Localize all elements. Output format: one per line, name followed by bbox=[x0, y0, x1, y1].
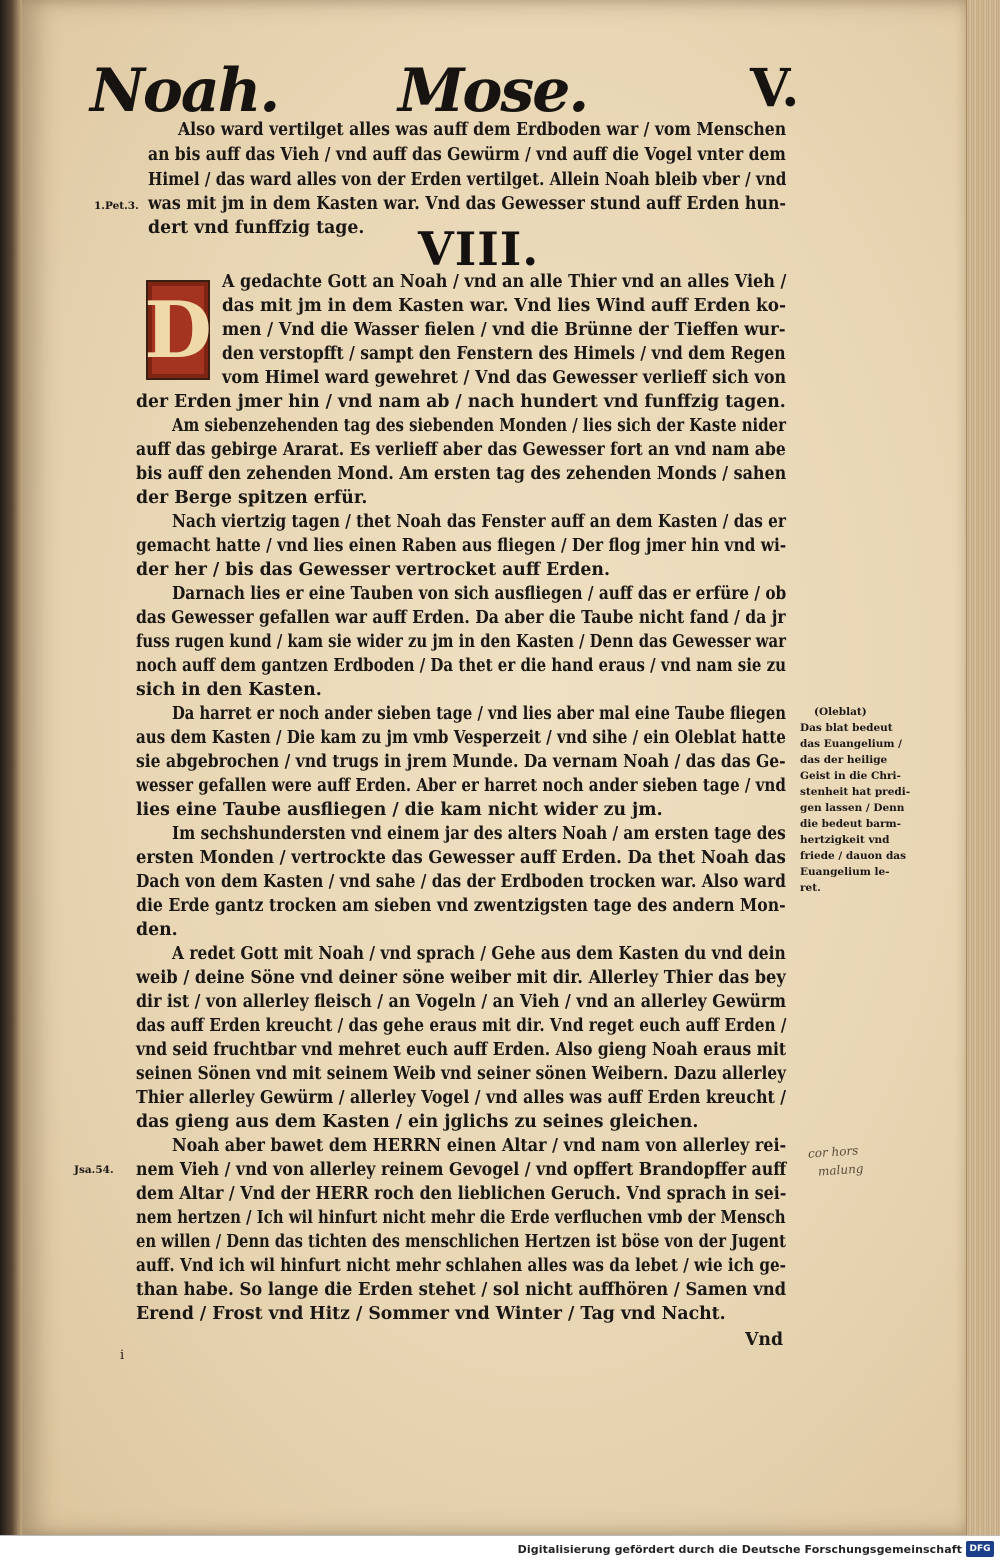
dfg-logo: DFG bbox=[966, 1541, 994, 1557]
margin-note-line: (Oleblat) bbox=[814, 706, 867, 718]
text-line: Da harret er noch ander sieben tage / vnd lies aber mal eine Taube fliegen bbox=[172, 704, 787, 724]
text-line: sie abgebrochen / vnd trugs in jrem Munde. Da vernam Noah / das das Ge- bbox=[136, 752, 786, 772]
text-line: der Berge spitzen erfür. bbox=[136, 488, 368, 508]
text-line: seinen Sönen vnd mit seinem Weib vnd seiner sönen Weibern. Dazu allerley bbox=[136, 1064, 786, 1084]
text-line: sich in den Kasten. bbox=[136, 680, 322, 700]
header-center: Mose. bbox=[398, 56, 588, 126]
text-line: nem hertzen / Ich wil hinfurt nicht mehr die Erde verfluchen vmb der Mensch bbox=[136, 1208, 786, 1228]
text-line: weib / deine Söne vnd deiner söne weiber mit dir. Allerley Thier das bey bbox=[136, 968, 786, 988]
margin-note-line: hertzigkeit vnd bbox=[800, 834, 890, 846]
handwritten-line: cor hors bbox=[807, 1143, 859, 1161]
text-line: vom Himel ward gewehret / Vnd das Gewesser verlieff sich von bbox=[222, 368, 787, 388]
text-line: A gedachte Gott an Noah / vnd an alle Thier vnd an alles Vieh / bbox=[222, 272, 787, 292]
text-line: Im sechshundersten vnd einem jar des alters Noah / am ersten tage des bbox=[172, 824, 786, 844]
text-line: men / Vnd die Wasser fielen / vnd die Brünne der Tieffen wur- bbox=[222, 320, 786, 340]
text-line: das mit jm in dem Kasten war. Vnd lies Wind auff Erden ko- bbox=[222, 296, 786, 316]
text-line: wesser gefallen were auff Erden. Aber er harret noch ander sieben tage / vnd bbox=[136, 776, 786, 796]
text-line: Darnach lies er eine Tauben von sich ausfliegen / auff das er erfüre / ob bbox=[172, 584, 787, 604]
text-line: das auff Erden kreucht / das gehe eraus mit dir. Vnd reget euch auff Erden / bbox=[136, 1016, 787, 1036]
text-line: Nach viertzig tagen / thet Noah das Fenster auff an dem Kasten / das er bbox=[172, 512, 786, 532]
margin-note-line: das der heilige bbox=[800, 754, 888, 766]
text-line: an bis auff das Vieh / vnd auff das Gewürm / vnd auff die Vogel vnter dem bbox=[148, 145, 786, 165]
text-line: die Erde gantz trocken am sieben vnd zwentzigsten tage des andern Mon- bbox=[136, 896, 786, 916]
text-line: was mit jm in dem Kasten war. Vnd das Gewesser stund auff Erden hun- bbox=[148, 194, 786, 214]
text-line: Himel / das ward alles von der Erden vertilget. Allein Noah bleib vber / vnd bbox=[148, 170, 787, 190]
margin-reference: Jsa.54. bbox=[74, 1164, 114, 1176]
text-line: nem Vieh / vnd von allerley reinem Gevogel / vnd opffert Brandopffer auff bbox=[136, 1160, 787, 1180]
text-line: dert vnd funffzig tage. bbox=[148, 218, 365, 238]
text-line: bis auff den zehenden Mond. Am ersten tag des zehenden Monds / sahen bbox=[136, 464, 787, 484]
text-line: auff das gebirge Ararat. Es verlieff aber das Gewesser fort an vnd nam abe bbox=[136, 440, 786, 460]
text-line: dem Altar / Vnd der HERR roch den lieblichen Geruch. Vnd sprach in sei- bbox=[136, 1184, 787, 1204]
text-line: der Erden jmer hin / vnd nam ab / nach hundert vnd funffzig tagen. bbox=[136, 392, 786, 412]
text-line: aus dem Kasten / Die kam zu jm vmb Vesperzeit / vnd sihe / ein Oleblat hatte bbox=[136, 728, 786, 748]
text-line: Noah aber bawet dem HERRN einen Altar / vnd nam von allerley rei- bbox=[172, 1136, 787, 1156]
text-line: dir ist / von allerley fleisch / an Vogeln / an Vieh / vnd an allerley Gewürm bbox=[136, 992, 787, 1012]
header-left: Noah. bbox=[90, 56, 279, 126]
margin-note-line: das Euangelium / bbox=[800, 738, 903, 750]
margin-note-line: Geist in die Chri- bbox=[800, 770, 901, 782]
text-line: auff. Vnd ich wil hinfurt nicht mehr schlahen alles was da lebet / wie ich ge- bbox=[136, 1256, 787, 1276]
margin-note-line: ret. bbox=[800, 882, 821, 894]
text-line: gemacht hatte / vnd lies einen Raben aus fliegen / Der flog jmer hin vnd wi- bbox=[136, 536, 787, 556]
text-line: noch auff dem gantzen Erdboden / Da thet er die hand eraus / vnd nam sie zu bbox=[136, 656, 787, 676]
text-line: vnd seid fruchtbar vnd mehret euch auff Erden. Also gieng Noah eraus mit bbox=[136, 1040, 787, 1060]
text-line: Am siebenzehenden tag des siebenden Monden / lies sich der Kaste nider bbox=[172, 416, 786, 436]
handwritten-line: malung bbox=[817, 1161, 864, 1179]
margin-note-line: gen lassen / Denn bbox=[800, 802, 905, 814]
text-line: than habe. So lange die Erden stehet / sol nicht auffhören / Samen vnd bbox=[136, 1280, 787, 1300]
text-line: Thier allerley Gewürm / allerley Vogel / vnd alles was auff Erden kreucht / bbox=[136, 1088, 787, 1108]
header-folio: V. bbox=[750, 58, 800, 119]
text-line: das gieng aus dem Kasten / ein jglichs zu seines gleichen. bbox=[136, 1112, 699, 1132]
text-line: das Gewesser gefallen war auff Erden. Da aber die Taube nicht fand / da jr bbox=[136, 608, 786, 628]
text-line: der her / bis das Gewesser vertrocket auff Erden. bbox=[136, 560, 610, 580]
decorated-initial: D bbox=[146, 280, 210, 380]
text-line: Erend / Frost vnd Hitz / Sommer vnd Winter / Tag vnd Nacht. bbox=[136, 1304, 726, 1324]
text-line: A redet Gott mit Noah / vnd sprach / Gehe aus dem Kasten du vnd dein bbox=[172, 944, 786, 964]
footer-credit: Digitalisierung gefördert durch die Deutsche Forschungsgemeinschaft bbox=[517, 1543, 962, 1556]
text-line: den. bbox=[136, 920, 178, 940]
page-stack-edge bbox=[966, 0, 1000, 1535]
margin-note-line: Euangelium le- bbox=[800, 866, 890, 878]
stray-mark: i bbox=[120, 1348, 125, 1363]
margin-note-line: Das blat bedeut bbox=[800, 722, 893, 734]
margin-reference: 1.Pet.3. bbox=[94, 200, 139, 212]
footer-bar bbox=[0, 1535, 1000, 1563]
margin-note-line: friede / dauon das bbox=[800, 850, 907, 862]
text-line: Also ward vertilget alles was auff dem Erdboden war / vom Menschen bbox=[178, 120, 787, 140]
text-line: lies eine Taube ausfliegen / die kam nicht wider zu jm. bbox=[136, 800, 663, 820]
text-line: en willen / Denn das tichten des menschlichen Hertzen ist böse von der Jugent bbox=[136, 1232, 786, 1252]
text-line: den verstopfft / sampt den Fenstern des Himels / vnd dem Regen bbox=[222, 344, 786, 364]
text-line: Dach von dem Kasten / vnd sahe / das der Erdboden trocken war. Also ward bbox=[136, 872, 786, 892]
chapter-heading: VIII. bbox=[418, 222, 540, 276]
text-line: fuss rugen kund / kam sie wider zu jm in den Kasten / Denn das Gewesser war bbox=[136, 632, 786, 652]
margin-note-line: stenheit hat predi- bbox=[800, 786, 911, 798]
catchword: Vnd bbox=[745, 1330, 784, 1350]
margin-note-line: die bedeut barm- bbox=[800, 818, 901, 830]
text-line: ersten Monden / vertrockte das Gewesser auff Erden. Da thet Noah das bbox=[136, 848, 786, 868]
